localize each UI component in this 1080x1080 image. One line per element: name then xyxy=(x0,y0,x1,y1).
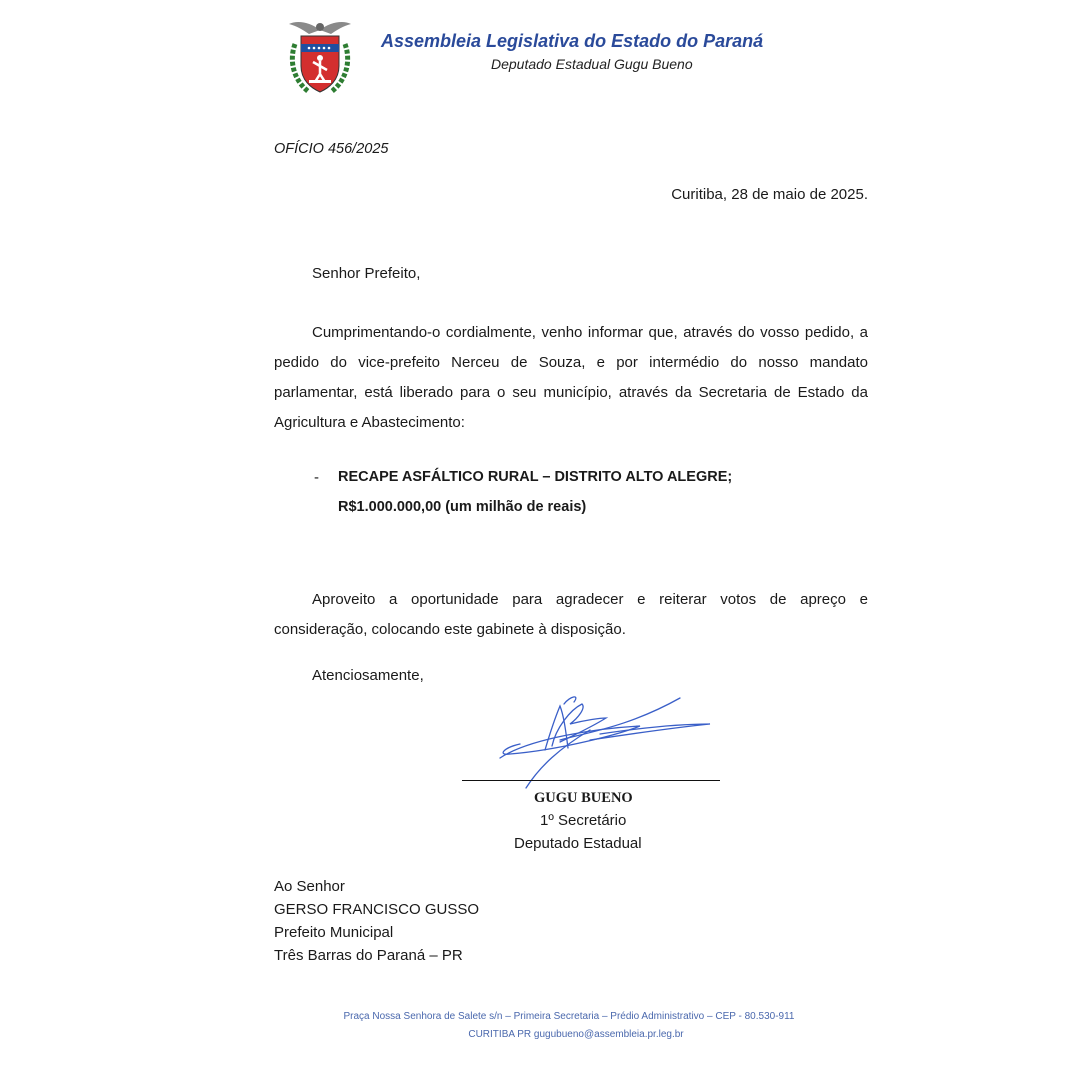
handwritten-signature xyxy=(490,688,720,800)
place-date: Curitiba, 28 de maio de 2025. xyxy=(671,186,868,203)
letter-reference: OFÍCIO 456/2025 xyxy=(274,141,389,157)
footer-contact: CURITIBA PR gugubueno@assembleia.pr.leg.br xyxy=(468,1029,684,1040)
list-item-project: RECAPE ASFÁLTICO RURAL – DISTRITO ALTO ALEGRE; xyxy=(338,469,733,485)
body-paragraph-1: Cumprimentando-o cordialmente, venho informar que, através do vosso pedido, a pedido do vice-prefeito Nerceu de Souza, e por intermédio do nosso mandato parlamentar, está liberado para o seu município, através da Secretaria de Estado da Agricultura e Abastecimento: xyxy=(274,324,868,431)
signatory-title: Deputado Estadual xyxy=(514,835,642,852)
recipient-line-1: Ao Senhor xyxy=(274,878,345,895)
recipient-location: Três Barras do Paraná – PR xyxy=(274,947,463,964)
deputy-name: Deputado Estadual Gugu Bueno xyxy=(491,56,693,72)
salutation: Senhor Prefeito, xyxy=(312,265,421,282)
list-item-amount: R$1.000.000,00 (um milhão de reais) xyxy=(338,499,587,515)
institution-name: Assembleia Legislativa do Estado do Paraná xyxy=(381,31,764,51)
parana-coat-of-arms-icon xyxy=(285,16,355,98)
footer-address: Praça Nossa Senhora de Salete s/n – Primeira Secretaria – Prédio Administrativo – CEP - 80.530-911 xyxy=(343,1011,795,1022)
body-paragraph-2: Aproveito a oportunidade para agradecer e reiterar votos de apreço e consideração, colocando este gabinete à disposição. xyxy=(274,591,868,638)
list-dash: - xyxy=(314,469,319,486)
signatory-name: GUGU BUENO xyxy=(534,790,633,806)
signature-line xyxy=(462,780,720,781)
closing: Atenciosamente, xyxy=(312,667,424,684)
recipient-position: Prefeito Municipal xyxy=(274,924,394,941)
recipient-name: GERSO FRANCISCO GUSSO xyxy=(274,901,480,918)
signatory-role: 1º Secretário xyxy=(540,812,627,829)
